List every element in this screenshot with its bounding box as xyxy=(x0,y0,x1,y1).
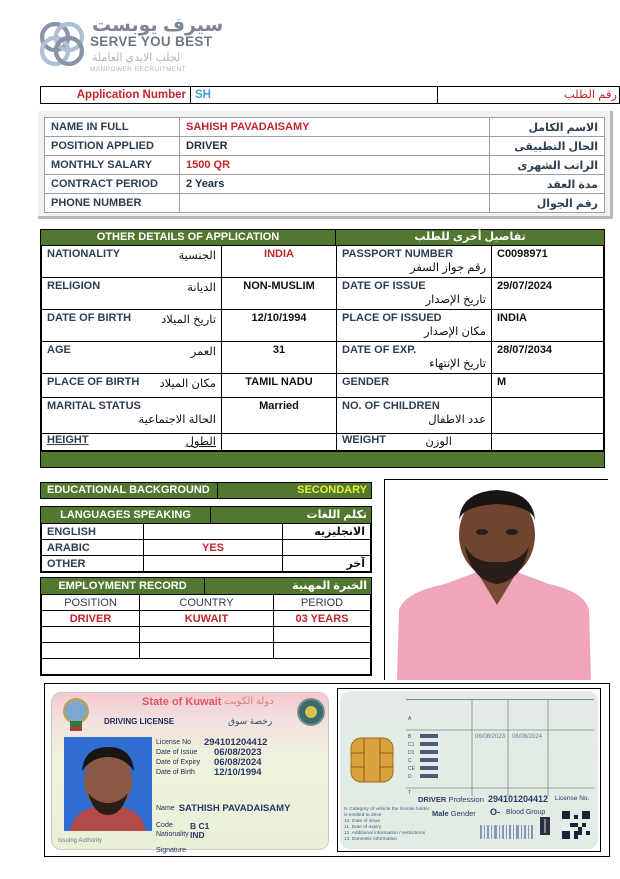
table-row xyxy=(45,194,605,213)
languages-header xyxy=(41,507,371,523)
serve-you-best-logo-icon xyxy=(36,18,88,70)
table-row xyxy=(42,398,604,434)
marital-status-label-ar: الحالة الاجتماعية xyxy=(138,414,216,426)
place-of-birth-label: PLACE OF BIRTH xyxy=(47,376,140,388)
other-details-header-en: OTHER DETAILS OF APPLICATION xyxy=(41,230,336,245)
other-details-table xyxy=(41,245,604,451)
application-number-label-ar: رقم الطلب xyxy=(563,89,617,101)
license-code-block xyxy=(156,820,256,854)
other-details-footer-bar xyxy=(41,451,604,467)
logo-english-tagline: MANPOWER RECRUITMENT xyxy=(90,66,187,73)
license-back-notes: 9. Category of vehicle the license holder is entitled to drive 10. Date of issue 11. Date of expiry 12. Additional information / restrictions 13. Domestic information xyxy=(344,807,430,842)
table-row xyxy=(42,278,604,310)
license-front-fields xyxy=(156,737,326,777)
phone-label: PHONE NUMBER xyxy=(45,194,180,213)
license-no-value: 294101204412 xyxy=(204,736,268,748)
employment-period: 03 YEARS xyxy=(274,611,371,627)
place-issued-value: INDIA xyxy=(492,310,604,342)
svg-text:C: C xyxy=(408,758,412,764)
employment-header-en: EMPLOYMENT RECORD xyxy=(41,578,205,594)
name-value: SAHISH PAVADAISAMY xyxy=(180,118,490,137)
expiry-date-value: 28/07/2034 xyxy=(492,342,604,374)
other-details-header-ar: تفاصيل أخرى للطلب xyxy=(414,231,526,243)
table-row xyxy=(45,137,605,156)
children-value xyxy=(492,398,604,434)
education-value: SECONDARY xyxy=(297,484,367,496)
height-label-ar: الطول xyxy=(185,436,216,448)
column-header-position: POSITION xyxy=(42,595,140,611)
contract-label-ar: مدة العقد xyxy=(490,175,605,194)
table-header-row xyxy=(42,595,371,611)
personal-info-table xyxy=(44,117,605,213)
table-row xyxy=(45,156,605,175)
language-name: OTHER xyxy=(42,556,144,572)
weight-value xyxy=(492,434,604,451)
position-label: POSITION APPLIED xyxy=(45,137,180,156)
table-row xyxy=(42,246,604,278)
place-of-birth-label-ar: مكان الميلاد xyxy=(159,378,216,390)
svg-text:C1: C1 xyxy=(408,742,415,748)
license-nationality-label: Nationality xyxy=(156,831,189,838)
table-row xyxy=(42,524,371,540)
language-value xyxy=(144,556,283,572)
license-category-grid xyxy=(406,699,594,795)
license-issue-label: Date of Issue xyxy=(156,748,198,756)
barcode-icon xyxy=(480,825,536,839)
name-label-ar: الاسم الكامل xyxy=(490,118,605,137)
other-details-section xyxy=(40,229,605,468)
smart-chip-icon xyxy=(350,737,394,783)
language-name: ARABIC xyxy=(42,540,144,556)
hologram-icon xyxy=(540,817,550,835)
personal-info-panel xyxy=(38,111,613,219)
passport-label-ar: رقم جواز السفر xyxy=(409,262,486,274)
name-label: NAME IN FULL xyxy=(45,118,180,137)
qr-code-icon xyxy=(562,811,590,839)
license-front-card xyxy=(51,692,329,854)
license-name-row xyxy=(156,803,290,814)
person-portrait-icon xyxy=(385,480,609,681)
expiry-date-label: DATE OF EXP. xyxy=(342,344,417,356)
contract-label: CONTRACT PERIOD xyxy=(45,175,180,194)
language-name-ar: آخر xyxy=(283,556,371,572)
license-dob-label: Date of Birth xyxy=(156,768,195,776)
license-holder-name: SATHISH PAVADAISAMY xyxy=(178,803,291,814)
table-row xyxy=(42,627,371,643)
license-category-table xyxy=(406,700,594,796)
table-row xyxy=(42,659,371,675)
passport-label: PASSPORT NUMBER xyxy=(342,248,454,260)
phone-value xyxy=(180,194,490,213)
employment-country xyxy=(140,643,274,659)
application-number-value: SH xyxy=(191,87,438,103)
traffic-department-emblem-icon xyxy=(296,697,326,727)
passport-value: C0098971 xyxy=(492,246,604,278)
license-holder-photo xyxy=(64,737,152,831)
languages-header-ar: تكلم اللغات xyxy=(306,509,367,521)
license-code-value: B C1 xyxy=(190,820,210,831)
application-number-label: Application Number xyxy=(41,87,191,103)
license-back-blood-group-label: Blood Group xyxy=(506,809,546,816)
table-row xyxy=(42,556,371,572)
license-issue-value: 06/08/2023 xyxy=(214,746,262,758)
employment-header-ar: الخبرة المهنية xyxy=(292,580,367,592)
license-dob-value: 12/10/1994 xyxy=(214,766,262,778)
license-signature-label: Signature xyxy=(156,847,186,854)
license-back-blood-group: O- xyxy=(490,807,500,817)
other-details-header xyxy=(41,230,604,245)
weight-label-ar: الوزن xyxy=(425,436,452,448)
employment-country xyxy=(140,627,274,643)
education-row xyxy=(40,482,372,499)
employment-period xyxy=(274,627,371,643)
svg-text:A: A xyxy=(408,716,412,722)
education-label: EDUCATIONAL BACKGROUND xyxy=(41,483,218,498)
license-type-label-ar: رخصة سوق xyxy=(228,716,273,726)
place-issued-label: PLACE OF ISSUED xyxy=(342,312,442,324)
employment-country: KUWAIT xyxy=(140,611,274,627)
salary-label: MONTHLY SALARY xyxy=(45,156,180,175)
svg-text:D1: D1 xyxy=(408,750,415,756)
dob-value: 12/10/1994 xyxy=(222,310,337,342)
license-expiry-value: 06/08/2024 xyxy=(214,756,262,768)
age-value: 31 xyxy=(222,342,337,374)
license-no-label: License No xyxy=(156,738,192,746)
employment-empty-row xyxy=(42,659,371,675)
issue-date-label-ar: تاريخ الإصدار xyxy=(425,294,486,306)
employment-position: DRIVER xyxy=(42,611,140,627)
application-number-row xyxy=(40,86,620,104)
place-issued-label-ar: مكان الإصدار xyxy=(424,326,486,338)
languages-header-en: LANGUAGES SPEAKING xyxy=(41,507,211,523)
height-value xyxy=(222,434,337,451)
logo-arabic-name: سيرف يوبست xyxy=(92,15,224,36)
position-label-ar: الحال التطبيقى xyxy=(490,137,605,156)
language-name-ar: الانجليزيه xyxy=(283,524,371,540)
religion-label: RELIGION xyxy=(47,280,101,292)
employment-position xyxy=(42,627,140,643)
license-nationality-value: IND xyxy=(190,829,205,840)
license-state-title: State of Kuwait xyxy=(142,696,222,708)
contract-value: 2 Years xyxy=(180,175,490,194)
gender-value: M xyxy=(492,374,604,398)
license-type-label: DRIVING LICENSE xyxy=(104,717,175,726)
svg-text:CE: CE xyxy=(408,766,415,772)
license-issuing-authority: Issuing Authority xyxy=(58,838,103,844)
table-row xyxy=(42,342,604,374)
language-value xyxy=(144,524,283,540)
place-of-birth-value: TAMIL NADU xyxy=(222,374,337,398)
children-label-ar: عدد الاطفال xyxy=(428,414,486,426)
marital-status-label: MARITAL STATUS xyxy=(47,400,141,412)
column-header-country: COUNTRY xyxy=(140,595,274,611)
expiry-date-label-ar: تاريخ الإنتهاء xyxy=(429,358,486,370)
license-back-profession: DRIVER Profession xyxy=(418,795,484,804)
dob-label-ar: تاريخ الميلاد xyxy=(161,314,216,326)
logo-english-name: SERVE YOU BEST xyxy=(90,34,213,49)
table-row xyxy=(42,434,604,451)
dob-label: DATE OF BIRTH xyxy=(47,312,132,324)
license-portrait-icon xyxy=(64,737,152,831)
age-label-ar: العمر xyxy=(190,346,216,358)
table-row xyxy=(45,175,605,194)
employment-position xyxy=(42,643,140,659)
employment-header xyxy=(41,578,371,594)
issue-date-label: DATE OF ISSUE xyxy=(342,280,426,292)
nationality-label-ar: الجنسية xyxy=(178,250,216,262)
logo-arabic-tagline: لجلب الايدي العاملة xyxy=(92,52,181,64)
issue-date-value: 29/07/2024 xyxy=(492,278,604,310)
position-value: DRIVER xyxy=(180,137,490,156)
phone-label-ar: رقم الجوال xyxy=(490,194,605,213)
table-row xyxy=(42,643,371,659)
table-row xyxy=(42,611,371,627)
license-back-number-label: License No. xyxy=(555,795,590,802)
license-back-issue-date: 06/08/2023 xyxy=(475,734,506,740)
employment-section xyxy=(40,577,372,676)
weight-label: WEIGHT xyxy=(342,434,386,446)
table-row xyxy=(42,540,371,556)
applicant-photo xyxy=(384,479,608,680)
license-code-label: Code xyxy=(156,822,173,829)
svg-text:T: T xyxy=(408,790,412,796)
kuwait-emblem-icon xyxy=(58,697,94,733)
table-row xyxy=(42,310,604,342)
children-label: NO. OF CHILDREN xyxy=(342,400,440,412)
license-state-title-ar: دولة الكويت xyxy=(224,696,274,707)
religion-value: NON-MUSLIM xyxy=(222,278,337,310)
column-header-period: PERIOD xyxy=(274,595,371,611)
employment-period xyxy=(274,643,371,659)
table-row xyxy=(42,374,604,398)
license-back-card xyxy=(337,688,601,852)
salary-label-ar: الراتب الشهرى xyxy=(490,156,605,175)
gender-label: GENDER xyxy=(342,376,390,388)
license-expiry-label: Date of Expiry xyxy=(156,758,200,766)
religion-label-ar: الديانة xyxy=(187,282,216,294)
employment-table xyxy=(41,594,371,675)
svg-text:B: B xyxy=(408,734,412,740)
language-name-ar xyxy=(283,540,371,556)
language-value: YES xyxy=(144,540,283,556)
salary-value: 1500 QR xyxy=(180,156,490,175)
svg-text:D: D xyxy=(408,774,412,780)
table-row xyxy=(45,118,605,137)
license-back-expiry-date: 06/08/2024 xyxy=(512,734,543,740)
age-label: AGE xyxy=(47,344,71,356)
nationality-value: INDIA xyxy=(222,246,337,278)
languages-section xyxy=(40,506,372,573)
license-back-number: 294101204412 xyxy=(488,794,549,804)
driving-license-images xyxy=(44,683,610,857)
marital-status-value: Married xyxy=(222,398,337,434)
nationality-label: NATIONALITY xyxy=(47,248,121,260)
languages-table xyxy=(41,523,371,572)
language-name: ENGLISH xyxy=(42,524,144,540)
license-name-label: Name xyxy=(156,805,175,812)
height-label: HEIGHT xyxy=(47,434,89,446)
license-back-gender: Male Gender xyxy=(432,809,476,818)
